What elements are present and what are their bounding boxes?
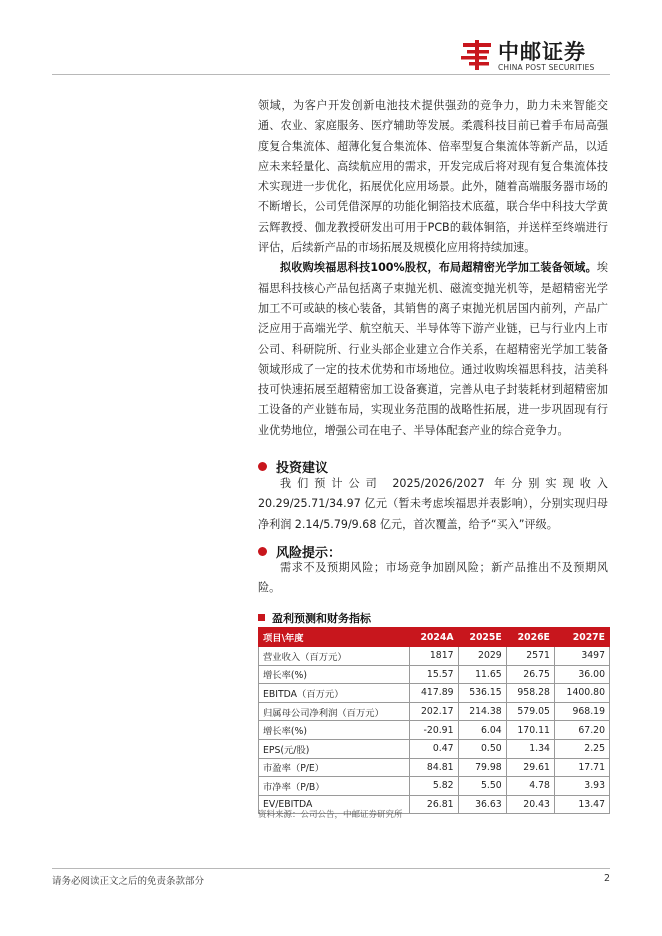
financial-forecast-table [258,627,610,814]
value-cell: 36.63 [458,795,506,814]
value-cell: 17.71 [554,758,609,777]
logo-english-name: CHINA POST SECURITIES [498,63,595,72]
value-cell: 536.15 [458,684,506,703]
logo-chinese-name: 中邮证券 [498,40,586,64]
value-cell: 968.19 [554,702,609,721]
table-row [259,647,610,666]
value-cell: 3497 [554,647,609,666]
value-cell: 20.43 [506,795,554,814]
china-post-logo-icon [460,38,494,72]
value-cell: 6.04 [458,721,506,740]
table-row [259,684,610,703]
value-cell: 3.93 [554,777,609,796]
value-cell: 79.98 [458,758,506,777]
row-label-cell: 归属母公司净利润（百万元） [259,702,410,721]
table-header-cell: 2025E [458,628,506,647]
row-label-cell: 增长率(%) [259,721,410,740]
paragraph-2-lead: 拟收购埃福思科技100%股权，布局超精密光学加工装备领域。 [280,261,597,275]
table-header-cell: 项目\年度 [259,628,410,647]
value-cell: -20.91 [409,721,458,740]
investment-title: 投资建议 [276,461,329,476]
table-header-cell: 2024A [409,628,458,647]
value-cell: 26.75 [506,665,554,684]
value-cell: 26.81 [409,795,458,814]
investment-text: 我们预计公司 2025/2026/2027 年分别实现收入 20.29/25.71/34.97 亿元（暂未考虑埃福思并表影响），分别实现归母净利润 2.14/5.79/9.68 亿元，首次覆盖，给予“买入”评级。 [258,477,608,531]
paragraph-2 [258,258,608,441]
value-cell: 417.89 [409,684,458,703]
value-cell: 2571 [506,647,554,666]
table-row [259,721,610,740]
value-cell: 5.82 [409,777,458,796]
page-header [52,36,610,82]
row-label-cell: 市盈率（P/E） [259,758,410,777]
table-row [259,702,610,721]
value-cell: 15.57 [409,665,458,684]
value-cell: 958.28 [506,684,554,703]
footer-disclaimer: 请务必阅读正文之后的免责条款部分 [52,876,205,887]
value-cell: 5.50 [458,777,506,796]
footer-divider [52,868,610,869]
value-cell: 36.00 [554,665,609,684]
row-label-cell: EPS(元/股) [259,739,410,758]
table-header-row [259,628,610,647]
table-header-cell: 2027E [554,628,609,647]
main-text [258,96,608,441]
section-bullet-icon [258,462,267,471]
table-title: 盈利预测和财务指标 [272,612,371,625]
value-cell: 1400.80 [554,684,609,703]
row-label-cell: 增长率(%) [259,665,410,684]
table-row [259,665,610,684]
value-cell: 202.17 [409,702,458,721]
table-row [259,777,610,796]
value-cell: 67.20 [554,721,609,740]
row-label-cell: EV/EBITDA [259,795,410,814]
table-source-note: 资料来源：公司公告，中邮证券研究所 [258,810,403,820]
value-cell: 170.11 [506,721,554,740]
table-header-cell: 2026E [506,628,554,647]
paragraph-1: 领域，为客户开发创新电池技术提供强劲的竞争力，助力未来智能交通、农业、家庭服务、医疗辅助等发展。柔震科技目前已着手布局高强度复合集流体、超薄化复合集流体、倍率型复合集流体等新产品，以适应未来轻量化、高续航应用的需求，开发完成后将对现有复合集流体技术实现进一步优化，拓展优化应用场景。此外，随着高端服务器市场的不断增长，公司凭借深厚的功能化铜箔技术底蕴，联合华中科技大学黄云辉教授、伽龙教授研发出可用于PCB的载体铜箔，并送样至终端进行评估，后续新产品的市场拓展及规模化应用将持续加速。 [258,99,608,255]
table-title-marker-icon [258,614,265,621]
section-bullet-icon [258,547,267,556]
value-cell: 13.47 [554,795,609,814]
table-row [259,739,610,758]
value-cell: 0.50 [458,739,506,758]
value-cell: 29.61 [506,758,554,777]
row-label-cell: EBITDA（百万元） [259,684,410,703]
value-cell: 84.81 [409,758,458,777]
row-label-cell: 营业收入（百万元） [259,647,410,666]
value-cell: 579.05 [506,702,554,721]
table-row [259,758,610,777]
value-cell: 2029 [458,647,506,666]
risk-text: 需求不及预期风险；市场竞争加剧风险；新产品推出不及预期风险。 [258,561,608,595]
page-number: 2 [603,873,610,884]
row-label-cell: 市净率（P/B） [259,777,410,796]
paragraph-2-body: 埃福思科技核心产品包括离子束抛光机、磁流变抛光机等，是超精密光学加工不可或缺的核心装备，其销售的离子束抛光机居国内前列，产品广泛应用于高端光学、航空航天、半导体等下游产业链，已与行业内上市公司、科研院所、行业头部企业建立合作关系，在超精密光学加工装备领域形成了一定的技术优势和市场地位。通过收购埃福思科技，洁美科技可快速拓展至超精密加工设备赛道，完善从电子封装耗材到超精密加工设备的产业链布局，实现业务范围的战略性拓展，进一步巩固现有行业优势地位，增强公司在电子、半导体配套产业的综合竞争力。 [258,261,608,437]
value-cell: 1.34 [506,739,554,758]
value-cell: 2.25 [554,739,609,758]
risk-title: 风险提示： [276,546,342,561]
value-cell: 4.78 [506,777,554,796]
value-cell: 0.47 [409,739,458,758]
value-cell: 11.65 [458,665,506,684]
value-cell: 1817 [409,647,458,666]
value-cell: 214.38 [458,702,506,721]
header-divider [52,74,610,75]
